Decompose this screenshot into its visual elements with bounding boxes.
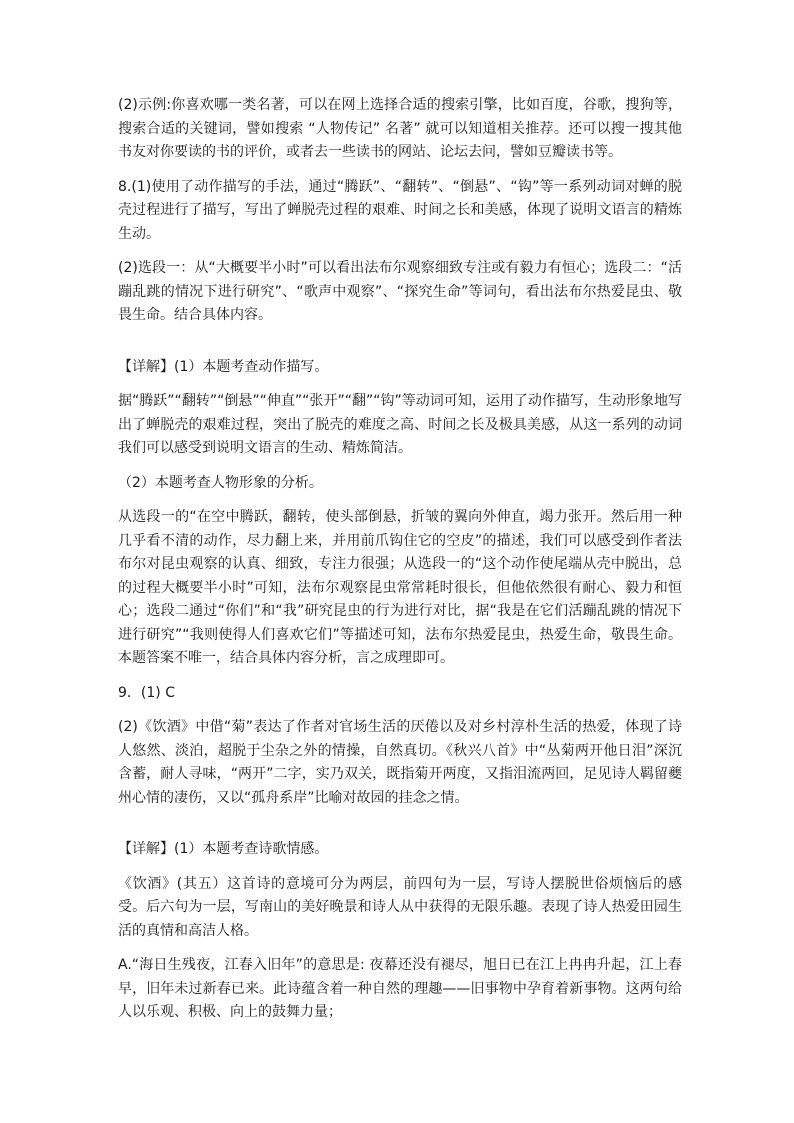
detail-8-1-heading: 【详解】(1）本题考查动作描写。 bbox=[118, 358, 329, 375]
detail-8-1-body: 据“腾跃”“翻转”“倒悬”“伸直”“张开”“翻”“钩”等动词可知，运用了动作描写，生动形象地写出了蝉脱壳的艰难过程，突出了脱壳的难度之高、时间之长及极具美感，从这一系列的动词我们可以感受到说明文语言的生动、精炼简洁。 bbox=[118, 393, 682, 456]
answer-9-1: 9．(1) C bbox=[118, 684, 175, 701]
answer-content bbox=[118, 94, 682, 1036]
detail-9-1-heading: 【详解】(1）本题考查诗歌情感。 bbox=[118, 841, 329, 857]
answer-8-1: 8.(1)使用了动作描写的手法，通过“腾跃”、“翻转”、“倒悬”、“钩”等一系列动词对蝉的脱壳过程进行了描写，写出了蝉脱壳过程的艰难、时间之长和美感，体现了说明文语言的精炼生动。 bbox=[118, 178, 682, 242]
detail-8-2-body: 从选段一的“在空中腾跃，翻转，使头部倒悬，折皱的翼向外伸直，竭力张开。然后用一种几乎看不清的动作，尽力翻上来，并用前爪钩住它的空皮”的描述，我们可以感受到作者法布尔对昆虫观察的认真、细致，专注力很强；从选段一的“这个动作使尾端从壳中脱出，总的过程大概要半小时”可知，法布尔观察昆虫常常耗时很长，但他依然很有耐心、毅力和恒心；选段二通过“你们”和“我”研究昆虫的行为进行对比，据“我是在它们活蹦乱跳的情况下进行研究”“我则使得人们喜欢它们”等描述可知，法布尔热爱昆虫，热爱生命，敬畏生命。本题答案不唯一，结合具体内容分析，言之成理即可。 bbox=[118, 509, 682, 666]
answer-8-2: (2)选段一：从“大概要半小时”可以看出法布尔观察细致专注或有毅力有恒心；选段二：“活蹦乱跳的情况下进行研究”、“歌声中观察”、“探究生命”等词句，看出法布尔热爱昆虫、敬畏生命。结合具体内容。 bbox=[118, 260, 682, 323]
detail-9-1-body: 《饮酒》(其五）这首诗的意境可分为两层，前四句为一层，写诗人摆脱世俗烦恼后的感受。后六句为一层，写南山的美好晚景和诗人从中获得的无限乐趣。表现了诗人热爱田园生活的真情和高洁人格。 bbox=[118, 875, 682, 939]
detail-9-1-option-a: A.“海日生残夜，江春入旧年”的意思是: 夜幕还没有褪尽，旭日已在江上冉冉升起，江上春早，旧年未过新春已来。此诗蕴含着一种自然的理趣——旧事物中孕育着新事物。这两句给人以乐观、积极、向上的鼓舞力量； bbox=[118, 957, 682, 1020]
answer-7-2-example: (2)示例:你喜欢哪一类名著，可以在网上选择合适的搜索引擎，比如百度，谷歌，搜狗等，搜索合适的关键词，譬如搜索 “人物传记” 名著” 就可以知道相关推荐。还可以搜一搜其他书友对你要读的书的评价，或者去一些读书的网站、论坛去问，譬如豆瓣读书等。 bbox=[118, 97, 682, 160]
detail-8-2-heading: （2）本题考查人物形象的分析。 bbox=[118, 474, 323, 491]
answer-9-2: (2)《饮酒》中借“菊”表达了作者对官场生活的厌倦以及对乡村淳朴生活的热爱，体现了诗人悠然、淡泊，超脱于尘杂之外的情操，自然真切。《秋兴八首》中“丛菊两开他日泪”深沉含蓄，耐人寻味，“两开”二字，实乃双关，既指菊开两度，又指泪流两回，足见诗人羁留夔州心情的凄伤，又以“孤舟系岸”比喻对故园的挂念之情。 bbox=[118, 719, 682, 806]
